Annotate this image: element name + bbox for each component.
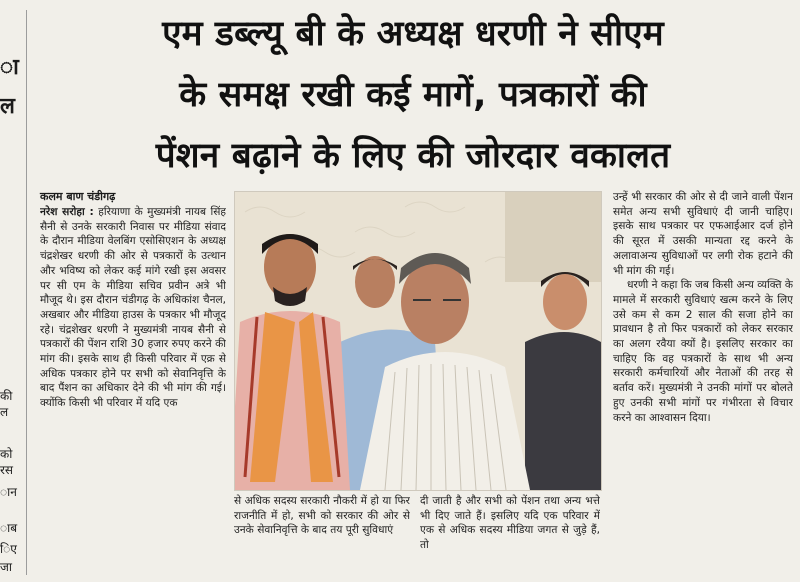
- paragraph-text: दी जाती है और सभी को पेंशन तथा अन्य भत्ते भी दिए जाते हैं। इसलिए यदि एक परिवार में एक से अधिक सदस्य मीडिया जगत से जुड़े हैं, तो: [420, 495, 600, 552]
- paragraph-text: चंद्रशेखर धरणी ने मुख्यमंत्री नायब सैनी से पत्रकारों की पेंशन राशि 30 हजार रुपए करने की मांग की। इसके साथ ही किसी परिवार में एक्र से अधिक पत्रकार होने पर सभी को सेवानिवृत्ति के बाद पैंशन का अधिकार देने की भी मांग की गई। क्योंकि किसी भी परिवार में यदि एक: [40, 323, 226, 410]
- cut-fragment: की: [0, 389, 13, 403]
- cut-fragment: रस: [0, 463, 14, 477]
- cut-fragment: ान: [0, 485, 17, 499]
- article-photo: [234, 191, 602, 491]
- photo-illustration: [235, 192, 601, 490]
- paragraph-text: उन्हें भी सरकार की ओर से दी जाने वाली पेंशन समेत अन्य सभी सुविधाएं दी जानी चाहिए। इसके साथ पत्रकार पर एफआईआर दर्ज होने की सूरत में उसकी मान्यता रद्द करने के अलावाअन्य सुविधाओं पर लगी रोक हटाने की भी मांग की गई।: [613, 191, 793, 277]
- article-column-mid-2: [420, 494, 600, 578]
- author-name: नरेश सरोहा :: [40, 206, 94, 218]
- cut-fragment: को: [0, 447, 13, 461]
- cut-fragment: जा: [0, 560, 13, 574]
- article-column-left: [40, 205, 226, 577]
- headline: [32, 4, 794, 187]
- cut-fragment: ाब: [0, 521, 18, 535]
- column-divider: [26, 10, 27, 575]
- paragraph-text: हरियाणा के मुख्यमंत्री नायब सिंह सैनी से उनके सरकारी निवास पर मीडिया संवाद के दौरान मीडिया वेलबिंग एसोसिएशन के अध्यक्ष चंद्रशेखर धरणी की ओर से पत्रकारों के उत्थान और भविष्य को लेकर कई मांगे रखी इस अवसर पर सी एम के मीडिया सचिव प्रवीन अत्रे भी मौजूद थे। इस दौरान चंडीगढ़ के अधिकांश चैनल, अखबार और मीडिया हाउस के पत्रकार भी मौजूद रहे।: [40, 206, 226, 336]
- cut-fragment: ा: [0, 55, 19, 80]
- article-column-mid-1: [234, 494, 410, 578]
- paragraph-text: से अधिक सदस्य सरकारी नौकरी में हो या फिर राजनीति में हो, सभी को सरकार की ओर से उनके सेवानिवृत्ति के बाद तय पूरी सुविधाएं: [234, 495, 410, 537]
- headline-line-1: एम डब्ल्यू बी के अध्यक्ष धरणी ने सीएम: [162, 14, 664, 54]
- byline: कलम बाण चंडीगढ़: [40, 190, 116, 203]
- paragraph-text: धरणी ने कहा कि जब किसी अन्य व्यक्ति के मामले में सरकारी सुविधाएं खत्म करने के लिए उसे कम से कम 2 साल की सजा होने का प्रावधान है तो फिर पत्रकारों को लेकर सरकार का अलग रवैया क्यों है। इसलिए सरकार का चाहिए कि वह पत्रकारों के साथ भी अन्य सरकारी कर्मचारियों और नेताओं की तरह से बर्ताव करें। मुख्यमंत्री ने उनकी मांगों पर बोलते हुए उनकी सभी मांगों पर गंभीरता से विचार करने का आश्वासन दिया।: [613, 279, 793, 424]
- cut-fragment: िए: [0, 542, 17, 556]
- neighbor-column-fragment: [0, 0, 24, 582]
- cut-fragment: ल: [0, 94, 15, 119]
- headline-line-2: के समक्ष रखी कई मागें, पत्रकारों की: [179, 75, 647, 115]
- headline-line-3: पेंशन बढ़ाने के लिए की जोरदार वकालत: [155, 136, 671, 176]
- article-column-right: [613, 190, 793, 578]
- paragraph: [40, 205, 226, 411]
- cut-fragment: ल: [0, 405, 9, 419]
